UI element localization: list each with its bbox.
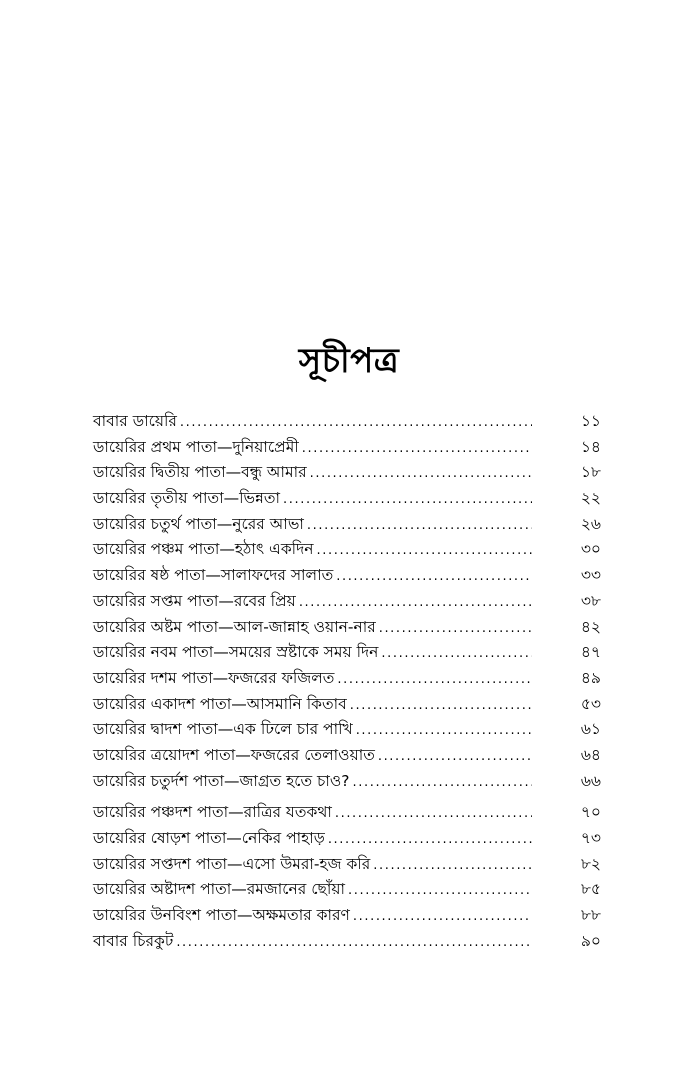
toc-dot-leader bbox=[302, 436, 532, 462]
toc-entry bbox=[93, 435, 601, 461]
toc-dot-leader bbox=[350, 693, 532, 719]
toc-entry-page: ৮২ bbox=[580, 854, 601, 873]
toc-entry-title: ডায়েরির দ্বাদশ পাতা—এক ঢিলে চার পাখি bbox=[93, 720, 353, 739]
toc-dot-leader bbox=[336, 564, 532, 590]
toc-entry bbox=[93, 877, 601, 903]
toc-entry-title: ডায়েরির প্রথম পাতা—দুনিয়াপ্রেমী bbox=[93, 437, 299, 456]
toc-entry-title: ডায়েরির ষষ্ঠ পাতা—সালাফদের সালাত bbox=[93, 566, 334, 585]
toc-dot-leader bbox=[328, 827, 532, 853]
toc-dot-leader bbox=[379, 616, 532, 642]
toc-entry bbox=[93, 563, 601, 589]
toc-entry-title: ডায়েরির নবম পাতা—সময়ের স্রষ্টাকে সময় দিন bbox=[93, 643, 379, 662]
toc-entry-title: ডায়েরির অষ্টম পাতা—আল-জান্নাহ ওয়ান-নার bbox=[93, 617, 376, 636]
toc-entry-title: ডায়েরির তৃতীয় পাতা—ভিন্নতা bbox=[93, 489, 281, 508]
toc-entry-page: ৭৩ bbox=[580, 829, 601, 847]
toc-entry bbox=[93, 409, 601, 435]
toc-dot-leader bbox=[283, 487, 532, 513]
toc-entry bbox=[93, 826, 601, 852]
toc-entry-title: ডায়েরির দ্বিতীয় পাতা—বন্ধু আমার bbox=[93, 463, 307, 482]
toc-entry bbox=[93, 692, 601, 718]
toc-dot-leader bbox=[335, 801, 532, 827]
toc-entry-page: ৮৫ bbox=[580, 880, 601, 899]
toc-entry bbox=[93, 769, 601, 795]
toc-entry-title: বাবার চিরকুট bbox=[93, 931, 174, 950]
toc-entry-title: ডায়েরির ত্রয়োদশ পাতা—ফজরের তেলাওয়াত bbox=[93, 745, 375, 764]
toc-entry-page: ১১ bbox=[580, 412, 601, 430]
toc-dot-leader bbox=[348, 878, 532, 904]
toc-dot-leader bbox=[176, 930, 532, 956]
toc-entry bbox=[93, 903, 601, 929]
toc-dot-leader bbox=[299, 590, 532, 616]
toc-entry-title: ডায়েরির সপ্তদশ পাতা—এসো উমরা-হজ করি bbox=[93, 854, 371, 873]
toc-entry-title: বাবার ডায়েরি bbox=[93, 412, 177, 430]
toc-entry-title: ডায়েরির উনবিংশ পাতা—অক্ষমতার কারণ bbox=[93, 906, 350, 925]
toc-entry-page: ১৪ bbox=[580, 437, 601, 456]
toc-entry bbox=[93, 929, 601, 955]
page-title: সূচীপত্র bbox=[298, 341, 400, 381]
toc-entry-page: ১৮ bbox=[580, 463, 601, 482]
toc-dot-leader bbox=[356, 718, 532, 744]
toc-entry bbox=[93, 852, 601, 878]
toc-entry bbox=[93, 615, 601, 641]
toc-entry bbox=[93, 589, 601, 615]
toc-entry-page: ৩০ bbox=[580, 540, 601, 559]
toc-entry-page: ৭০ bbox=[580, 803, 601, 822]
toc-entry-page: ৫৩ bbox=[580, 694, 601, 713]
toc-entry bbox=[93, 717, 601, 743]
toc-entry-page: ৪৯ bbox=[580, 668, 601, 687]
toc-entry-page: ৬৬ bbox=[580, 771, 601, 790]
toc-entry-page: ৪৭ bbox=[580, 643, 601, 662]
toc-entry-title: ডায়েরির চতুর্থ পাতা—নুরের আভা bbox=[93, 514, 304, 533]
toc-entry-page: ২৬ bbox=[580, 514, 601, 533]
toc-dot-leader bbox=[381, 641, 532, 667]
toc-entry bbox=[93, 800, 601, 826]
toc-entry-title: ডায়েরির ষোড়শ পাতা—নেকির পাহাড় bbox=[93, 829, 325, 847]
toc-entry-page: ৮৮ bbox=[580, 906, 601, 925]
toc-dot-leader bbox=[378, 744, 532, 770]
toc-entry bbox=[93, 537, 601, 563]
toc-dot-leader bbox=[310, 461, 532, 487]
toc-dot-leader bbox=[373, 853, 532, 879]
toc-dot-leader bbox=[353, 770, 532, 796]
toc-dot-leader bbox=[307, 513, 532, 539]
toc-dot-leader bbox=[337, 667, 532, 693]
toc-entry bbox=[93, 743, 601, 769]
toc-entry-page: ৬৪ bbox=[580, 745, 601, 764]
toc-entry bbox=[93, 666, 601, 692]
toc-entry-title: ডায়েরির অষ্টাদশ পাতা—রমজানের ছোঁয়া bbox=[93, 880, 345, 899]
toc-entry-page: ৯০ bbox=[580, 931, 601, 950]
toc-entry bbox=[93, 512, 601, 538]
toc-entry-title: ডায়েরির চতুর্দশ পাতা—জাগ্রত হতে চাও? bbox=[93, 771, 350, 790]
toc-entry bbox=[93, 486, 601, 512]
toc-entry-title: ডায়েরির পঞ্চম পাতা—হঠাৎ একদিন bbox=[93, 540, 314, 559]
toc-entry bbox=[93, 460, 601, 486]
toc-entry-title: ডায়েরির সপ্তম পাতা—রবের প্রিয় bbox=[93, 591, 296, 610]
toc-dot-leader bbox=[180, 410, 532, 436]
toc-dot-leader bbox=[317, 538, 532, 564]
toc-entry-page: ৩৩ bbox=[580, 566, 601, 585]
toc-entry bbox=[93, 640, 601, 666]
toc-entry-page: ৪২ bbox=[580, 617, 601, 636]
toc-entry-page: ৬১ bbox=[580, 720, 601, 739]
toc-dot-leader bbox=[353, 904, 532, 930]
toc-entry-page: ৩৮ bbox=[580, 591, 601, 610]
toc-entry-title: ডায়েরির একাদশ পাতা—আসমানি কিতাব bbox=[93, 694, 347, 713]
table-of-contents bbox=[93, 409, 601, 954]
toc-entry-title: ডায়েরির দশম পাতা—ফজরের ফজিলত bbox=[93, 668, 335, 687]
toc-entry-title: ডায়েরির পঞ্চদশ পাতা—রাত্রির যতকথা bbox=[93, 803, 332, 822]
toc-entry-page: ২২ bbox=[580, 489, 601, 508]
